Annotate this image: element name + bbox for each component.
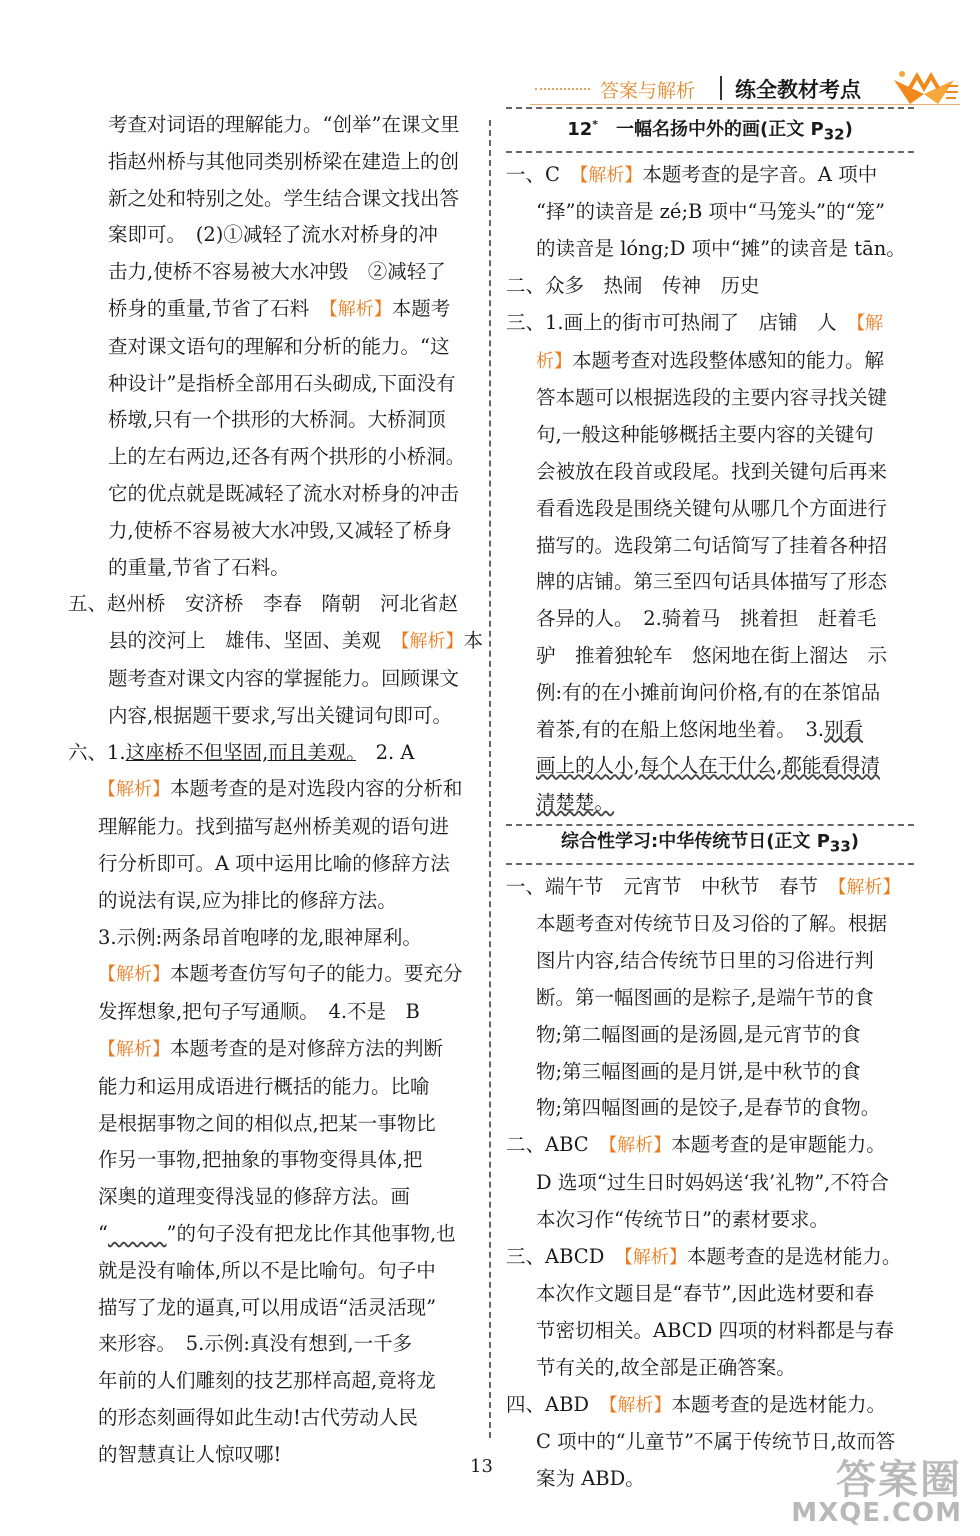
line-text: 一、C — [506, 162, 580, 186]
text-line — [68, 1290, 476, 1327]
text-line — [68, 476, 476, 513]
line-text-after: 本 — [463, 629, 484, 653]
analysis-tag: 【解析】 — [98, 1038, 170, 1060]
line-text: 描写的。选段第二句话简写了挂着各种招 — [536, 533, 888, 557]
text-line — [68, 329, 476, 366]
line-text-after: 本题考查的是选材能力。 — [686, 1244, 902, 1268]
watermark-url: MXQE.COM — [791, 1498, 962, 1528]
line-text: 的说法有误,应为排比的修辞方法。 — [98, 888, 397, 912]
line-text: 的形态刻画得如此生动!古代劳动人民 — [98, 1405, 418, 1429]
section-title-text: 一幅名扬中外的画(正文 P — [598, 119, 824, 140]
page-header — [520, 70, 960, 110]
line-text: 案即可。 (2)①减轻了流水对桥身的冲 — [108, 223, 438, 247]
line-text: 六、1. — [68, 740, 126, 764]
line-text: 物;第三幅图画的是月饼,是中秋节的食 — [536, 1059, 861, 1083]
line-text: 五、赵州桥 安济桥 李春 隋朝 河北省赵 — [68, 592, 459, 616]
line-text: 会被放在段首或段尾。找到关键句后再来 — [536, 459, 888, 483]
section-title-festivals — [506, 824, 914, 865]
text-line — [506, 194, 914, 231]
line-text-after: 本题考查对选段整体感知的能力。解 — [572, 348, 885, 372]
text-line — [68, 1142, 476, 1179]
line-text: 发挥想象,把句子写通顺。 4.不是 B — [98, 1000, 420, 1024]
text-line — [68, 623, 484, 661]
line-text: 着茶,有的在船上悠闲地坐着。 3. — [536, 717, 825, 741]
text-line — [68, 217, 476, 254]
line-text: 上的左右两边,还各有两个拱形的小桥洞。 — [108, 445, 466, 469]
header-dots — [535, 88, 590, 92]
line-text: “择”的读音是 zé;B 项中“马笼头”的“笼” — [536, 200, 885, 224]
text-line — [68, 254, 476, 291]
text-line — [506, 1127, 914, 1165]
text-line — [68, 846, 476, 883]
line-text: 一、端午节 元宵节 中秋节 春节 — [506, 874, 838, 898]
analysis-tag: 【解析】 — [623, 1246, 687, 1268]
line-text: 年前的人们雕刻的技艺那样高超,竟将龙 — [98, 1369, 436, 1393]
line-text: 题考查对课文内容的掌握能力。回顾课文 — [108, 666, 460, 690]
analysis-tag: 【解析】 — [608, 1394, 672, 1416]
text-line — [68, 920, 476, 957]
line-text: 桥身的重量,节省了石料 — [108, 296, 329, 320]
line-text: 句,一般这种能够概括主要内容的关键句 — [536, 423, 874, 447]
text-line — [68, 513, 476, 550]
line-text: 来形容。 5.示例:真没有想到,一千多 — [98, 1332, 413, 1356]
analysis-tag: 【解析】 — [400, 631, 464, 653]
line-text: 的智慧真让人惊叹哪! — [98, 1442, 282, 1466]
underlined-sentence: 这座桥不但坚固,而且美观。 — [125, 740, 357, 764]
header-section-label: 答案与解析 — [600, 80, 696, 102]
line-text: 断。第一幅图画的是粽子,是端午节的食 — [536, 985, 874, 1009]
line-text: 能力和运用成语进行概括的能力。比喻 — [98, 1074, 430, 1098]
text-line — [506, 906, 914, 943]
line-text-after: 2. A — [356, 740, 415, 764]
answers-block-12 — [506, 157, 914, 822]
line-text: 行分析即可。A 项中运用比喻的修辞方法 — [98, 851, 450, 875]
line-text-after: ”的句子没有把龙比作其他事物,也 — [166, 1221, 456, 1245]
section-title-close: ) — [844, 119, 853, 140]
section-title-text: 综合性学习:中华传统节日(正文 P — [561, 830, 830, 852]
line-text: 查对课文语句的理解和分析的能力。“这 — [108, 334, 450, 358]
wavy-underlined-sentence — [108, 1222, 167, 1245]
text-line — [506, 380, 914, 417]
text-line — [68, 994, 476, 1031]
text-line — [68, 956, 476, 994]
line-text: 节有关的,故全部是正确答案。 — [536, 1355, 796, 1379]
line-text: 内容,根据题干要求,写出关键词句即可。 — [108, 703, 452, 727]
text-line — [68, 1363, 476, 1400]
line-text-after: 本题考查的是审题能力。 — [671, 1133, 886, 1157]
text-line — [68, 1069, 476, 1106]
line-text: 它的优点就是既减轻了流水对桥身的冲击 — [108, 481, 460, 505]
left-column — [68, 107, 484, 1473]
text-line — [506, 268, 914, 305]
line-text: 二、ABC — [506, 1133, 609, 1157]
line-text: 是根据事物之间的相似点,把某一事物比 — [98, 1111, 436, 1135]
text-line — [506, 417, 914, 454]
text-line — [506, 712, 914, 749]
line-text: 节密切相关。ABCD 四项的材料都是与春 — [536, 1319, 895, 1343]
page-number: 13 — [470, 1456, 493, 1477]
line-text: 的读音是 lóng;D 项中“摊”的读音是 tān。 — [536, 237, 906, 261]
text-line — [68, 181, 476, 218]
text-line — [68, 809, 476, 846]
text-line — [68, 1106, 476, 1143]
text-line — [506, 1017, 914, 1054]
text-line — [68, 883, 476, 920]
text-line — [506, 1350, 914, 1387]
line-text: 二、众多 热闹 传神 历史 — [506, 273, 760, 297]
line-text: 桥墩,只有一个拱形的大桥洞。大桥洞顶 — [108, 408, 446, 432]
header-rule — [530, 104, 960, 105]
line-text: 指赵州桥与其他同类别桥梁在建造上的创 — [108, 149, 460, 173]
line-text: 三、1.画上的街市可热闹了 店铺 人 — [506, 310, 857, 334]
text-line — [506, 785, 914, 822]
text-line — [506, 1054, 914, 1091]
line-text: 考查对词语的理解能力。“创举”在课文里 — [108, 113, 460, 136]
text-line — [506, 528, 914, 565]
analysis-tag: 【解析】 — [837, 876, 901, 898]
line-text: 新之处和特别之处。学生结合课文找出答 — [108, 186, 460, 210]
text-line — [506, 1313, 914, 1350]
line-text: 力,使桥不容易被大水冲毁,又减轻了桥身 — [108, 518, 452, 542]
text-line — [506, 305, 914, 343]
line-text: 图片内容,结合传统节日里的习俗进行判 — [536, 949, 874, 973]
text-line — [68, 366, 476, 403]
line-text: 深奥的道理变得浅显的修辞方法。画 — [98, 1185, 411, 1209]
text-line — [68, 1400, 476, 1437]
right-column — [506, 107, 914, 1498]
line-text: 牌的店铺。第三至四句话具体描写了形态 — [536, 570, 888, 594]
header-separator — [720, 76, 722, 100]
text-line — [68, 1326, 476, 1363]
text-line — [68, 1179, 476, 1216]
text-line — [506, 454, 914, 491]
line-text: 答本题可以根据选段的主要内容寻找关键 — [536, 386, 888, 410]
text-line — [506, 564, 914, 601]
wavy-underlined-sentence: 别看 — [824, 717, 864, 741]
line-text: 例:有的在小摊前询问价格,有的在茶馆品 — [536, 680, 881, 704]
line-text: 击力,使桥不容易被大水冲毁 ②减轻了 — [108, 260, 446, 284]
text-line — [506, 675, 914, 712]
text-line — [506, 638, 914, 675]
text-line — [506, 1202, 914, 1239]
header-book-title: 练全教材考点 — [735, 78, 861, 102]
line-text: C 项中的“儿童节”不属于传统节日,故而答 — [536, 1430, 896, 1454]
text-line — [68, 439, 476, 476]
line-text-after: 本题考查仿写句子的能力。要充分 — [170, 962, 463, 986]
line-text: 物;第二幅图画的是汤圆,是元宵节的食 — [536, 1022, 861, 1046]
line-text: 各异的人。 2.骑着马 挑着担 赶着毛 — [536, 607, 877, 631]
analysis-tag: 【解 — [856, 312, 884, 334]
text-line — [506, 869, 914, 907]
text-line — [506, 980, 914, 1017]
text-line — [506, 601, 914, 638]
text-line — [68, 661, 476, 698]
analysis-tag: 【解析】 — [579, 164, 643, 186]
text-line — [506, 1090, 914, 1127]
line-text: 本次习作“传统节日”的素材要求。 — [536, 1207, 829, 1231]
line-text: 的重量,节省了石料。 — [108, 555, 290, 579]
watermark-logo — [791, 1448, 970, 1528]
line-text-after: 本题考查的是对修辞方法的判断 — [170, 1036, 444, 1060]
line-text: D 选项“过生日时妈妈送‘我’礼物”,不符合 — [536, 1170, 889, 1194]
line-text: “ — [98, 1221, 108, 1245]
line-text: 物;第四幅图画的是饺子,是春节的食物。 — [536, 1096, 881, 1120]
section-page-sub: 33 — [829, 837, 851, 856]
line-text-after: 本题考查的是选材能力。 — [671, 1392, 887, 1416]
text-line — [68, 698, 476, 735]
analysis-tag: 析】 — [536, 350, 572, 372]
analysis-tag: 【解析】 — [608, 1135, 672, 1157]
text-line — [506, 231, 914, 268]
section-title-close: ) — [850, 830, 859, 852]
section-page-sub: 32 — [823, 125, 845, 144]
text-line — [506, 491, 914, 528]
text-line — [506, 1276, 914, 1313]
line-text: 本次作文题目是“春节”,因此选材要和春 — [536, 1282, 875, 1306]
line-text: 种设计”是指桥全部用石头砌成,下面没有 — [108, 371, 456, 395]
column-divider — [489, 120, 491, 1438]
line-text: 理解能力。找到描写赵州桥美观的语句进 — [98, 815, 450, 839]
line-text: 三、ABCD — [506, 1244, 624, 1268]
text-line — [506, 748, 914, 785]
line-text: 四、ABD — [506, 1392, 609, 1416]
text-line — [68, 735, 476, 772]
text-line — [68, 402, 476, 439]
text-line — [68, 1253, 476, 1290]
text-line — [68, 1216, 476, 1253]
section-number: 12 — [567, 119, 593, 140]
text-line — [506, 1387, 914, 1425]
star-mark: * — [592, 118, 599, 131]
text-line — [68, 1437, 476, 1474]
line-text: 案为 ABD。 — [536, 1467, 645, 1491]
line-text: 作另一事物,把抽象的事物变得具体,把 — [98, 1148, 423, 1172]
line-text: 3.示例:两条昂首咆哮的龙,眼神犀利。 — [98, 925, 422, 949]
text-line — [68, 1031, 476, 1069]
line-text-after: 本题考查的是字音。A 项中 — [642, 162, 878, 186]
wavy-underlined-sentence: 清楚楚。 — [536, 791, 615, 815]
line-text: 驴 推着独轮车 悠闲地在街上溜达 示 — [536, 643, 888, 667]
line-text-after: 本题考查的是对选段内容的分析和 — [170, 777, 463, 801]
text-line — [68, 586, 476, 623]
analysis-tag: 【解析】 — [98, 964, 170, 986]
line-text: 描写了龙的逼真,可以用成语“活灵活现” — [98, 1295, 437, 1319]
watermark-text: 答案圈 — [836, 1457, 962, 1503]
line-text-after: 本题考 — [391, 296, 451, 320]
text-line — [506, 1165, 914, 1202]
text-line — [68, 291, 476, 329]
line-text: 县的洨河上 雄伟、坚固、美观 — [108, 629, 401, 653]
answers-block-festivals — [506, 869, 914, 1499]
text-line — [506, 343, 914, 381]
text-line — [68, 550, 476, 587]
text-line — [506, 157, 914, 195]
text-line — [506, 943, 914, 980]
line-text: 本题考查对传统节日及习俗的了解。根据 — [536, 912, 888, 936]
line-text: 就是没有喻体,所以不是比喻句。句子中 — [98, 1258, 436, 1282]
analysis-tag: 【解析】 — [328, 298, 392, 320]
text-line — [68, 107, 476, 144]
analysis-tag: 【解析】 — [98, 779, 170, 801]
line-text: 看看选段是围绕关键句从哪几个方面进行 — [536, 496, 888, 520]
section-title-12 — [506, 107, 914, 153]
wavy-underlined-sentence: 画上的人小,每个人在干什么,都能看得清 — [536, 754, 880, 778]
text-line — [506, 1239, 914, 1277]
text-line — [68, 771, 476, 809]
text-line — [68, 144, 476, 181]
